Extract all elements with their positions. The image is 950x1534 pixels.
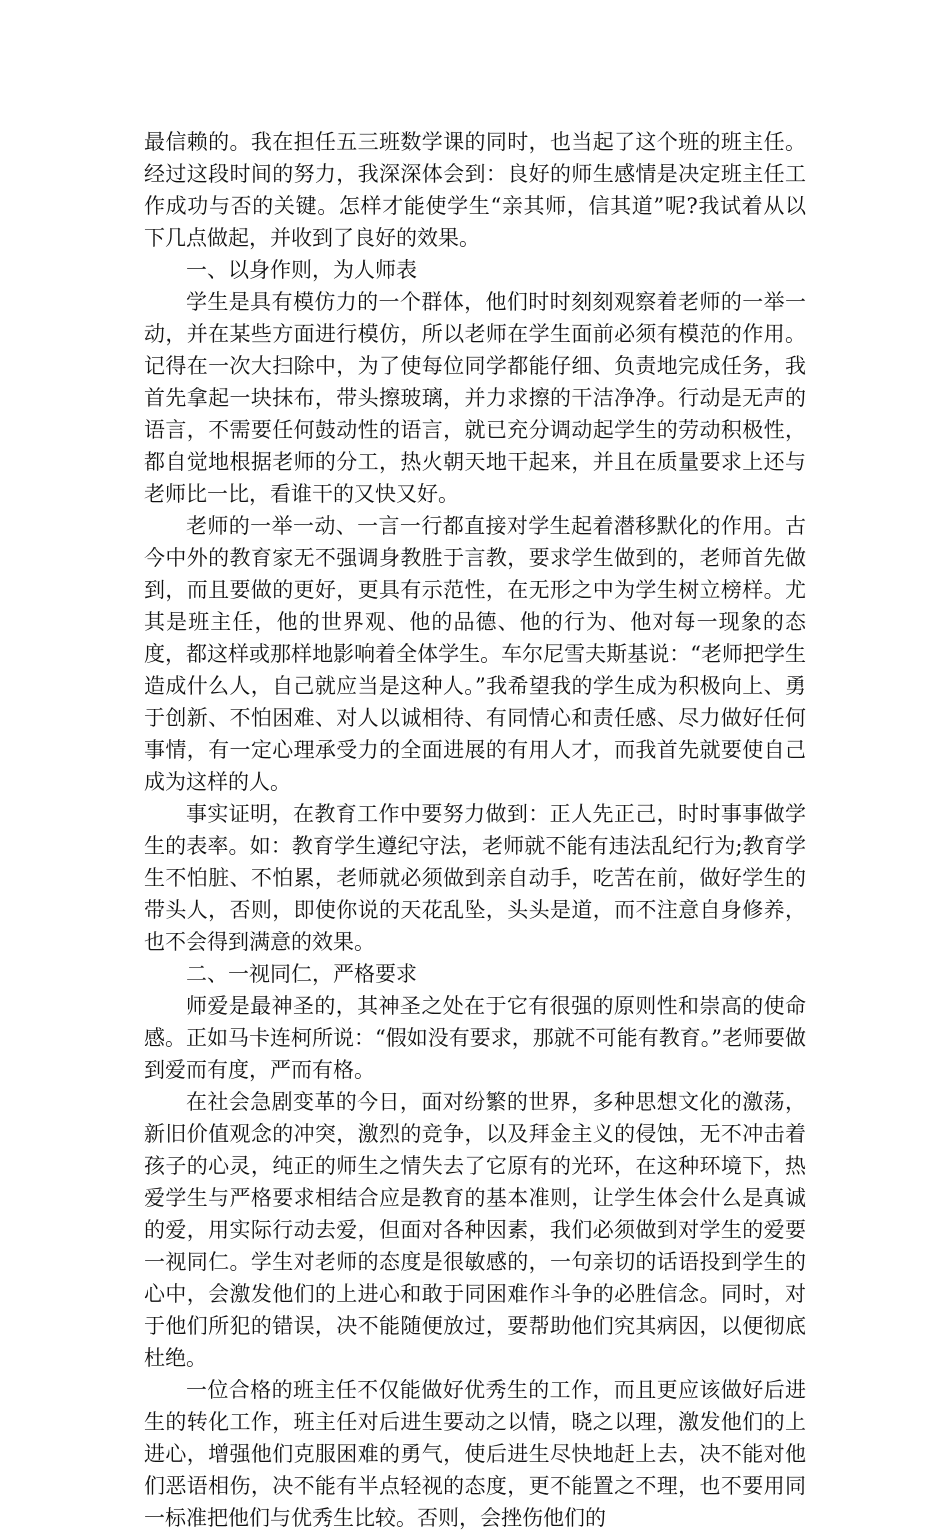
paragraph-facts: 事实证明，在教育工作中要努力做到：正人先正己，时时事事做学生的表率。如：教育学生遵纪守法，老师就不能有违法乱纪行为;教育学生不怕脏、不怕累，老师就必须做到亲自动手，吃苦在前，做好学生的带头人，否则，即使你说的天花乱坠，头头是道，而不注意自身修养，也不会得到满意的效果。	[144, 802, 806, 954]
paragraph-underachievers: 一位合格的班主任不仅能做好优秀生的工作，而且更应该做好后进生的转化工作，班主任对后进生要动之以情，晓之以理，激发他们的上进心，增强他们克服困难的勇气，使后进生尽快地赶上去，决不能对他们恶语相伤，决不能有半点轻视的态度，更不能置之不理，也不要用同一标准把他们与优秀生比较。否则，会挫伤他们的	[144, 1378, 806, 1530]
paragraph-teacher-love: 师爱是最神圣的，其神圣之处在于它有很强的原则性和崇高的使命感。正如马卡连柯所说：“假如没有要求，那就不可能有教育。”老师要做到爱而有度，严而有格。	[144, 994, 806, 1082]
paragraph-intro: 最信赖的。我在担任五三班数学课的同时，也当起了这个班的班主任。经过这段时间的努力，我深深体会到：良好的师生感情是决定班主任工作成功与否的关键。怎样才能使学生“亲其师，信其道”呢?我试着从以下几点做起，并收到了良好的效果。	[144, 130, 806, 250]
paragraph-teacher-example: 老师的一举一动、一言一行都直接对学生起着潜移默化的作用。古今中外的教育家无不强调身教胜于言教，要求学生做到的，老师首先做到，而且要做的更好，更具有示范性，在无形之中为学生树立榜样。尤其是班主任，他的世界观、他的品德、他的行为、他对每一现象的态度，都这样或那样地影响着全体学生。车尔尼雪夫斯基说：“老师把学生造成什么人，自己就应当是这种人。”我希望我的学生成为积极向上、勇于创新、不怕困难、对人以诚相待、有同情心和责任感、尽力做好任何事情，有一定心理承受力的全面进展的有用人才，而我首先就要使自己成为这样的人。	[144, 514, 806, 794]
section-heading-1: 一、以身作则，为人师表	[186, 258, 417, 282]
section-heading-2: 二、一视同仁，严格要求	[186, 962, 417, 986]
paragraph-society: 在社会急剧变革的今日，面对纷繁的世界，多种思想文化的激荡，新旧价值观念的冲突，激烈的竞争，以及拜金主义的侵蚀，无不冲击着孩子的心灵，纯正的师生之情失去了它原有的光环，在这种环境下，热爱学生与严格要求相结合应是教育的基本准则，让学生体会什么是真诚的爱，用实际行动去爱，但面对各种因素，我们必须做到对学生的爱要一视同仁。学生对老师的态度是很敏感的，一句亲切的话语投到学生的心中，会激发他们的上进心和敢于同困难作斗争的必胜信念。同时，对于他们所犯的错误，决不能随便放过，要帮助他们究其病因，以便彻底杜绝。	[144, 1090, 806, 1370]
document-body	[144, 126, 806, 1534]
paragraph-role-model: 学生是具有模仿力的一个群体，他们时时刻刻观察着老师的一举一动，并在某些方面进行模仿，所以老师在学生面前必须有模范的作用。记得在一次大扫除中，为了使每位同学都能仔细、负责地完成任务，我首先拿起一块抹布，带头擦玻璃，并力求擦的干洁净净。行动是无声的语言，不需要任何鼓动性的语言，就已充分调动起学生的劳动积极性，都自觉地根据老师的分工，热火朝天地干起来，并且在质量要求上还与老师比一比，看谁干的又快又好。	[144, 290, 806, 506]
